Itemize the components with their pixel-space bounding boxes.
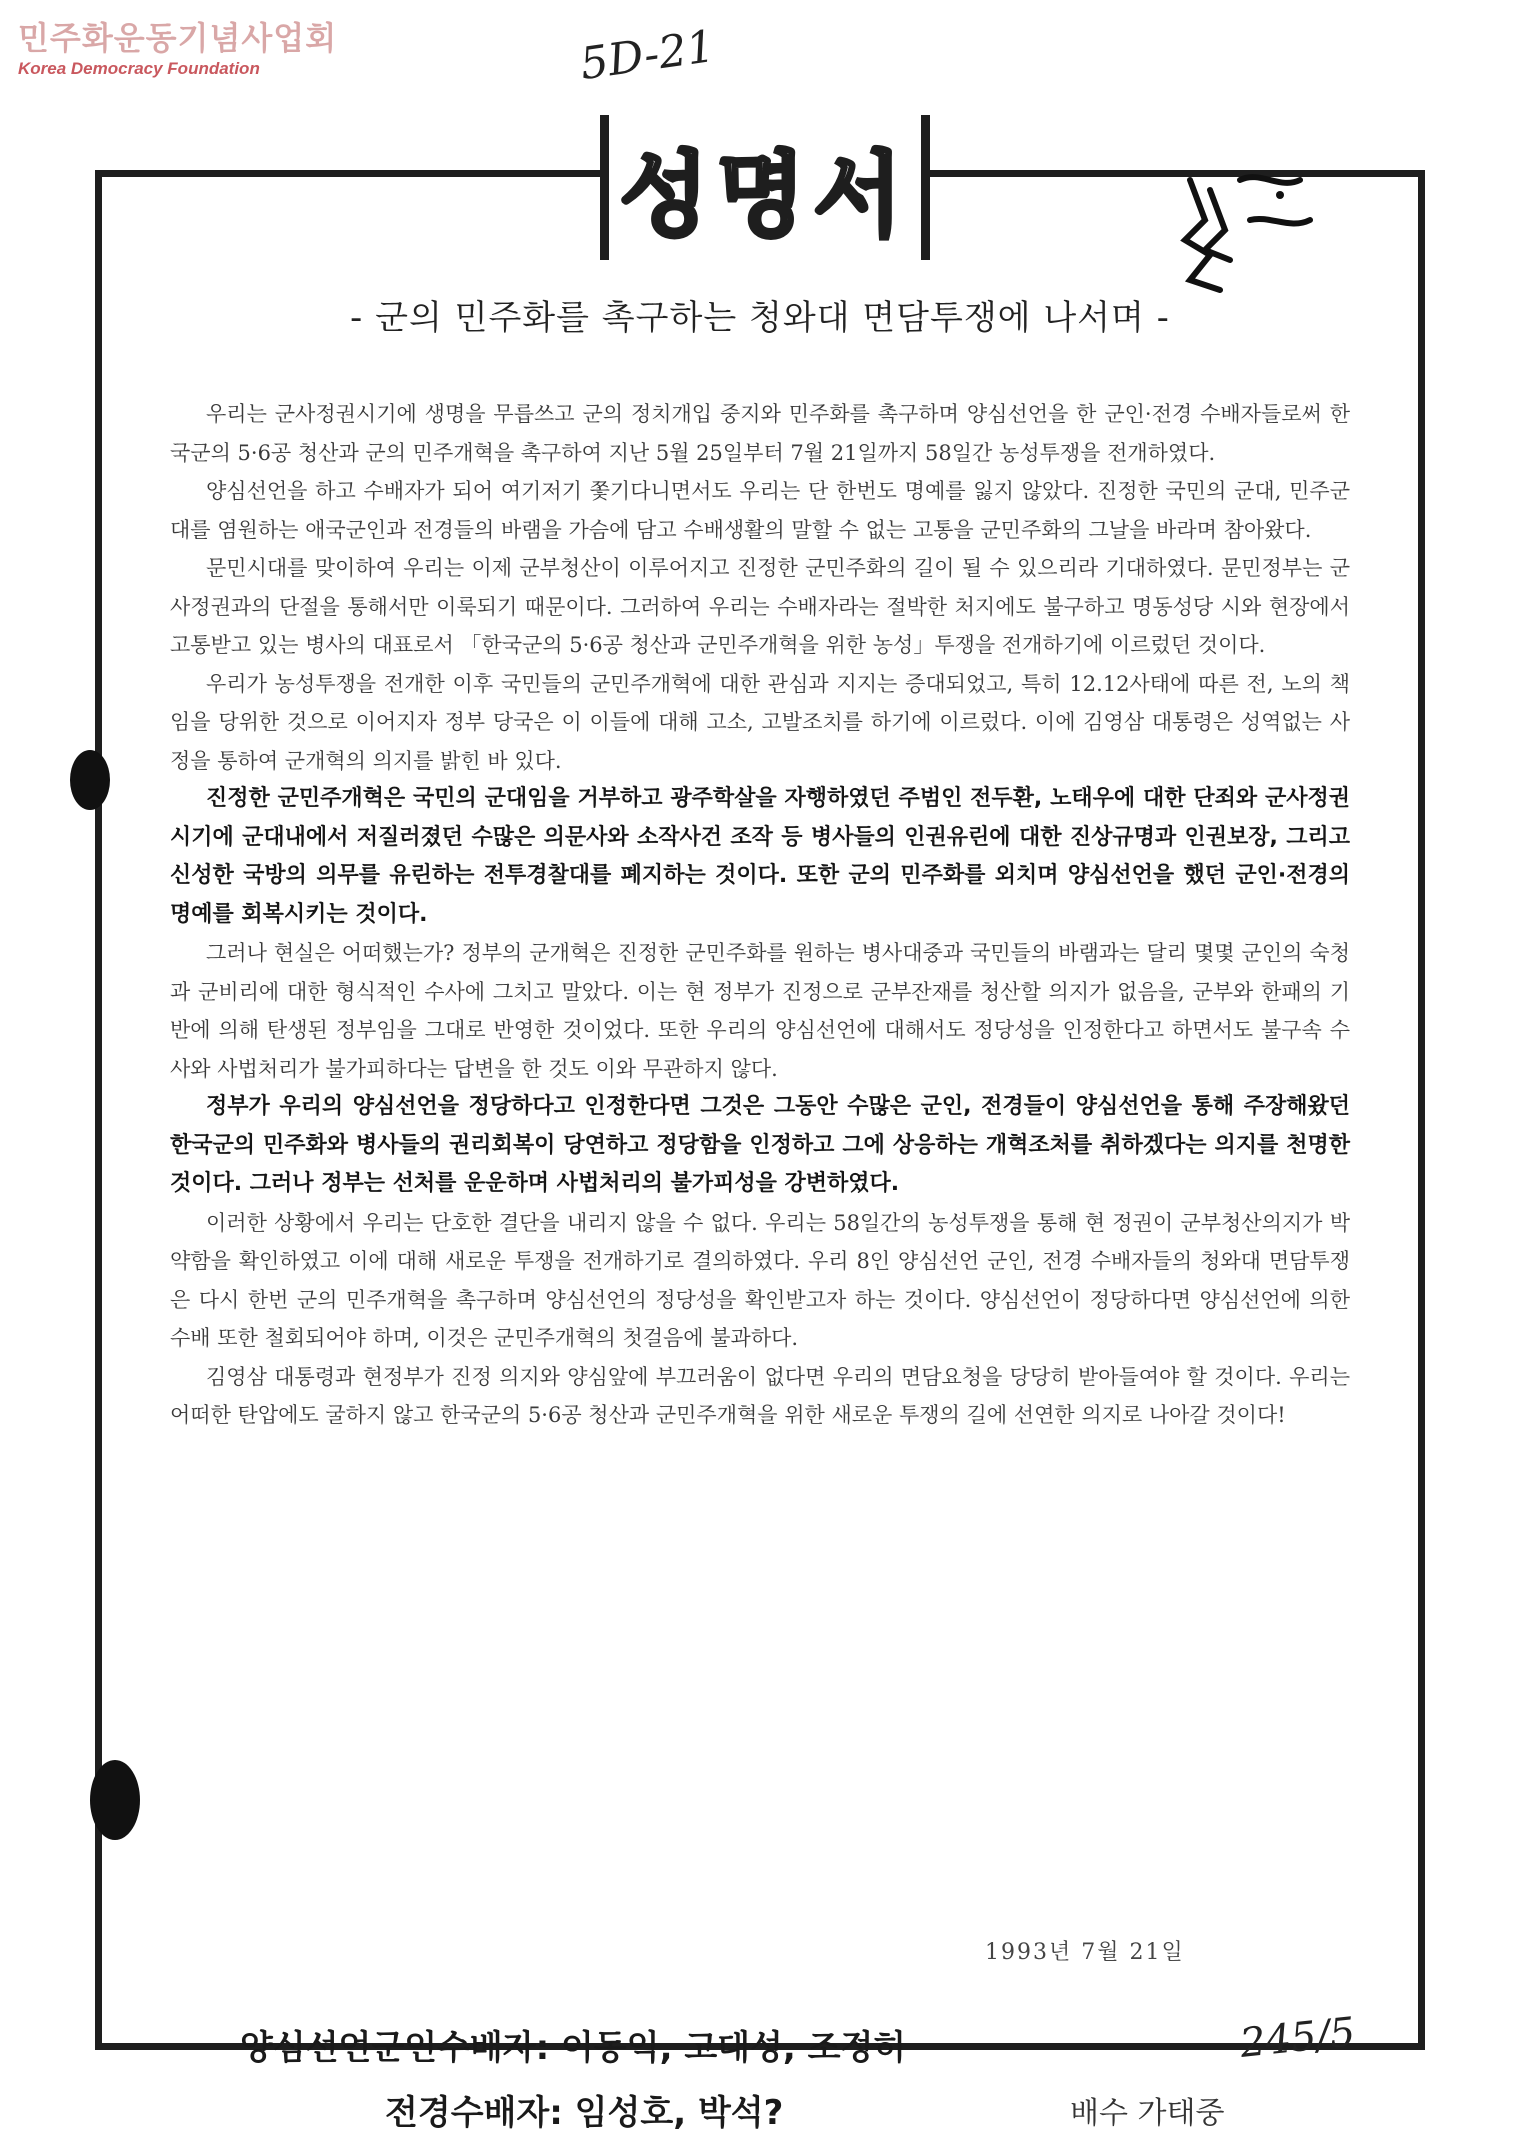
paragraph-7: 정부가 우리의 양심선언을 정당하다고 인정한다면 그것은 그동안 수많은 군인, 전경들이 양심선언을 통해 주장해왔던 한국군의 민주화와 병사들의 권리회복이 당연하고 정당함을 인정하고 그에 상응하는 개혁조처를 취하겠다는 의지를 천명한 것이다. 그러나 정부는 선처를 운운하며 사법처리의 불가피성을 강변하였다. [170,1094,1350,1196]
paragraph-8: 이러한 상황에서 우리는 단호한 결단을 내리지 않을 수 없다. 우리는 58일간의 농성투쟁을 통해 현 정권이 군부청산의지가 박약함을 확인하였고 이에 대해 새로운 투쟁을 전개하기로 결의하였다. 우리 8인 양심선언 군인, 전경 수배자들의 청와대 면담투쟁은 다시 한번 군의 민주개혁을 촉구하며 양심선언의 정당성을 확인받고자 하는 것이다. 양심선언이 정당하다면 양심선언에 의한 수배 또한 철회되어야 하며, 이것은 군민주개혁의 첫걸음에 불과하다. [170,1210,1350,1350]
signature-label-soldiers: 양심선언군인수배자: [240,2028,550,2068]
paragraph-4: 우리가 농성투쟁을 전개한 이후 국민들의 군민주개혁에 대한 관심과 지지는 증대되었고, 특히 12.12사태에 따른 전, 노의 책임을 당위한 것으로 이어지자 정부 당국은 이 이들에 대해 고소, 고발조치를 하기에 이르렀다. 이에 김영삼 대통령은 성역없는 사정을 통하여 군개혁의 의지를 밝힌 바 있다. [170,671,1350,773]
signature-label-police: 전경수배자: [385,2093,563,2133]
paragraph-9: 김영삼 대통령과 현정부가 진정 의지와 양심앞에 부끄러움이 없다면 우리의 면담요청을 당당히 받아들여야 할 것이다. 우리는 어떠한 탄압에도 굴하지 않고 한국군의 5·6공 청산과 군민주개혁을 위한 새로운 투쟁의 길에 선연한 의지로 나아갈 것이다! [170,1364,1350,1427]
watermark-korean: 민주화운동기념사업회 [18,19,338,57]
statement-body [170,395,1350,1435]
statement-date: 1993년 7월 21일 [985,1940,1185,1965]
signature-line-police [385,2085,783,2134]
paragraph-5: 진정한 군민주개혁은 국민의 군대임을 거부하고 광주학살을 자행하였던 주범인 전두환, 노태우에 대한 단죄와 군사정권시기에 군대내에서 저질러졌던 수많은 의문사와 소작사건 조작 등 병사들의 인권유린에 대한 진상규명과 인권보장, 그리고 신성한 국방의 의무를 유린하는 전투경찰대를 폐지하는 것이다. 또한 군의 민주화를 외치며 양심선언을 했던 군인·전경의 명예를 회복시키는 것이다. [170,786,1350,927]
page-title: 성명서 [619,141,911,249]
title-box [600,115,930,260]
signature-extra: 배수 가태중 [1070,2096,1225,2131]
signature-names-police: 임성호, 박석? [574,2093,784,2133]
paragraph-1: 우리는 군사정권시기에 생명을 무릅쓰고 군의 정치개입 중지와 민주화를 촉구하며 양심선언을 한 군인·전경 수배자들로써 한국군의 5·6공 청산과 군의 민주개혁을 촉구하여 지난 5월 25일부터 7월 21일까지 58일간 농성투쟁을 전개하였다. [170,402,1350,465]
paragraph-3: 문민시대를 맞이하여 우리는 이제 군부청산이 이루어지고 진정한 군민주화의 길이 될 수 있으리라 기대하였다. 문민정부는 군사정권과의 단절을 통해서만 이룩되기 때문이다. 그러하여 우리는 수배자라는 절박한 처지에도 불구하고 명동성당 시와 현장에서 고통받고 있는 병사의 대표로서 「한국군의 5·6공 청산과 군민주개혁을 위한 농성」투쟁을 전개하기에 이르렀던 것이다. [170,556,1350,657]
signature-line-soldiers [240,2020,906,2069]
paragraph-2: 양심선언을 하고 수배자가 되어 여기저기 쫓기다니면서도 우리는 단 한번도 명예를 잃지 않았다. 진정한 국민의 군대, 민주군대를 염원하는 애국군인과 전경들의 바램을 가슴에 담고 수배생활의 말할 수 없는 고통을 군민주화의 그날을 바라며 참아왔다. [170,479,1350,542]
document-subtitle: - 군의 민주화를 촉구하는 청와대 면담투쟁에 나서며 - [350,298,1170,338]
punch-hole-mark [90,1760,140,1840]
foundation-watermark [18,18,348,98]
watermark-english: Korea Democracy Foundation [18,59,260,78]
handwritten-page-number: 245/5 [1237,2009,1358,2067]
handwritten-archive-code: 5D-21 [577,20,718,91]
paragraph-6: 그러나 현실은 어떠했는가? 정부의 군개혁은 진정한 군민주화를 원하는 병사대중과 국민들의 바램과는 달리 몇몇 군인의 숙청과 군비리에 대한 형식적인 수사에 그치고 말았다. 이는 현 정부가 진정으로 군부잔재를 청산할 의지가 없음을, 군부와 한패의 기반에 의해 탄생된 정부임을 그대로 반영한 것이었다. 또한 우리의 양심선언에 대해서도 정당성을 인정한다고 하면서도 불구속 수사와 사법처리가 불가피하다는 답변을 한 것도 이와 무관하지 않다. [170,941,1350,1081]
signature-names-soldiers: 이동익, 고대성, 조정히 [561,2028,907,2068]
punch-hole-mark [70,750,110,810]
